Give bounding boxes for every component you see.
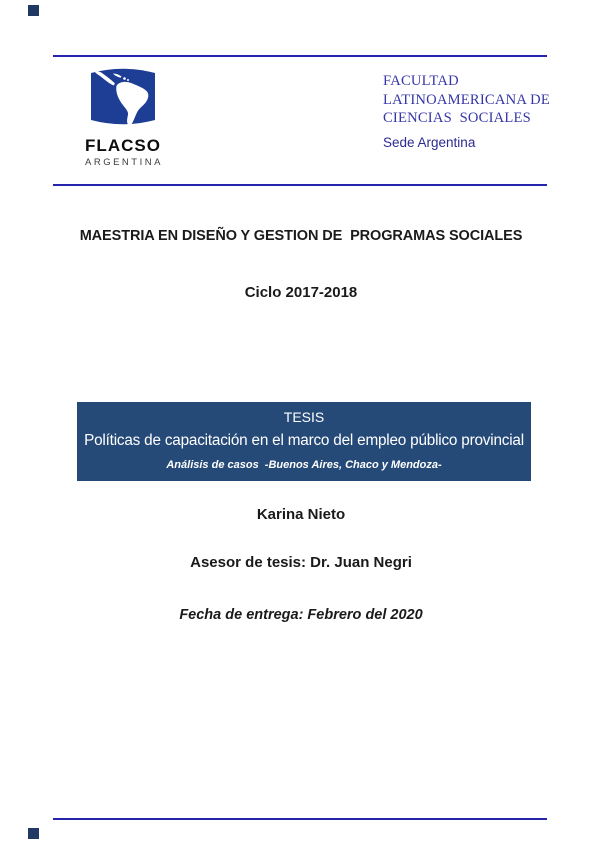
header-bottom-rule <box>53 184 547 186</box>
author-name: Karina Nieto <box>256 506 346 523</box>
thesis-title: Políticas de capacitación en el marco del empleo público provincial <box>84 432 524 449</box>
flacso-logo <box>85 66 161 168</box>
cycle-label: Ciclo 2017-2018 <box>244 284 358 301</box>
thesis-banner <box>77 402 531 481</box>
faculty-name-block <box>383 72 550 128</box>
advisor-line: Asesor de tesis: Dr. Juan Negri <box>190 554 412 571</box>
flacso-logo-subtext: ARGENTINA <box>85 157 163 168</box>
faculty-line-1: FACULTAD <box>383 73 459 89</box>
submission-date-line: Fecha de entrega: Febrero del 2020 <box>179 607 423 623</box>
faculty-line-2: LATINOAMERICANA DE <box>383 91 550 108</box>
header-top-rule <box>53 55 547 57</box>
sede-argentina-label: Sede Argentina <box>383 135 476 150</box>
thesis-subtitle: Análisis de casos -Buenos Aires, Chaco y Mendoza- <box>166 459 442 471</box>
latin-america-map-icon <box>88 66 158 127</box>
flacso-logo-wordmark: FLACSO <box>85 136 161 155</box>
corner-ornament-square-top <box>28 5 39 16</box>
corner-ornament-square-bottom <box>28 828 39 839</box>
footer-rule <box>53 818 547 820</box>
faculty-line-3: CIENCIAS SOCIALES <box>383 110 531 127</box>
thesis-banner-label: TESIS <box>283 409 325 425</box>
program-title: MAESTRIA EN DISEÑO Y GESTION DE PROGRAMAS SOCIALES <box>79 228 523 244</box>
